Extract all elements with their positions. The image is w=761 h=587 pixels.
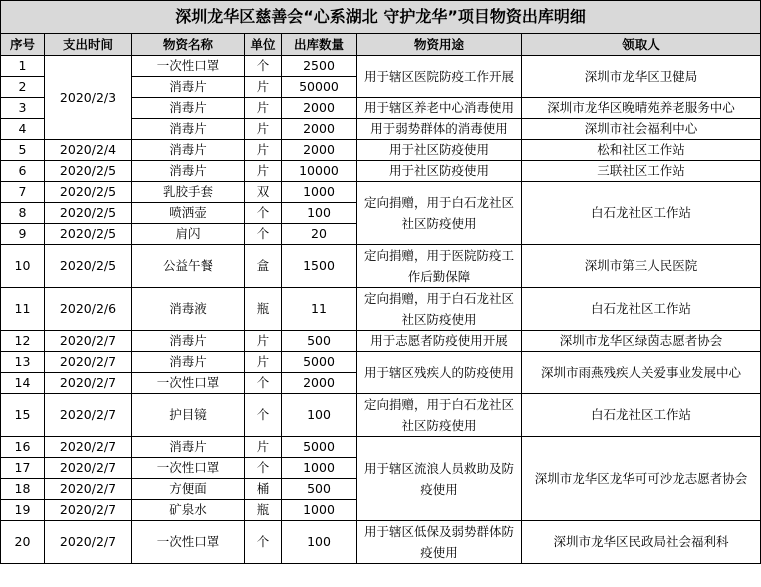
cell-qty: 100 bbox=[282, 203, 357, 224]
cell-qty: 1000 bbox=[282, 182, 357, 203]
cell-date: 2020/2/5 bbox=[45, 161, 132, 182]
cell-unit: 片 bbox=[245, 77, 282, 98]
cell-no: 4 bbox=[1, 119, 45, 140]
table-row bbox=[1, 394, 761, 437]
cell-no: 11 bbox=[1, 288, 45, 331]
table-row bbox=[1, 182, 761, 203]
cell-no: 3 bbox=[1, 98, 45, 119]
cell-date: 2020/2/3 bbox=[45, 56, 132, 140]
cell-item: 肩闪 bbox=[132, 224, 245, 245]
cell-qty: 100 bbox=[282, 521, 357, 564]
cell-date: 2020/2/7 bbox=[45, 479, 132, 500]
header-item: 物资名称 bbox=[132, 34, 245, 56]
cell-qty: 2500 bbox=[282, 56, 357, 77]
cell-unit: 片 bbox=[245, 437, 282, 458]
cell-item: 护目镜 bbox=[132, 394, 245, 437]
cell-unit: 片 bbox=[245, 161, 282, 182]
cell-date: 2020/2/7 bbox=[45, 394, 132, 437]
cell-qty: 500 bbox=[282, 479, 357, 500]
cell-item: 方便面 bbox=[132, 479, 245, 500]
table-row bbox=[1, 161, 761, 182]
cell-unit: 桶 bbox=[245, 479, 282, 500]
header-date: 支出时间 bbox=[45, 34, 132, 56]
cell-recipient: 深圳市龙华区民政局社会福利科 bbox=[522, 521, 761, 564]
cell-use: 用于志愿者防疫使用开展 bbox=[357, 331, 522, 352]
cell-use: 定向捐赠，用于医院防疫工作后勤保障 bbox=[357, 245, 522, 288]
cell-date: 2020/2/7 bbox=[45, 500, 132, 521]
table-row bbox=[1, 521, 761, 564]
header-unit: 单位 bbox=[245, 34, 282, 56]
cell-item: 一次性口罩 bbox=[132, 373, 245, 394]
cell-date: 2020/2/7 bbox=[45, 331, 132, 352]
cell-qty: 500 bbox=[282, 331, 357, 352]
cell-recipient: 深圳市龙华区卫健局 bbox=[522, 56, 761, 98]
cell-unit: 个 bbox=[245, 373, 282, 394]
cell-qty: 5000 bbox=[282, 352, 357, 373]
table-row bbox=[1, 288, 761, 331]
table-row bbox=[1, 437, 761, 458]
cell-use: 用于弱势群体的消毒使用 bbox=[357, 119, 522, 140]
cell-date: 2020/2/6 bbox=[45, 288, 132, 331]
cell-qty: 10000 bbox=[282, 161, 357, 182]
cell-no: 2 bbox=[1, 77, 45, 98]
table-row bbox=[1, 140, 761, 161]
cell-item: 喷洒壶 bbox=[132, 203, 245, 224]
cell-unit: 片 bbox=[245, 119, 282, 140]
cell-use: 用于社区防疫使用 bbox=[357, 161, 522, 182]
cell-recipient: 深圳市雨燕残疾人关爱事业发展中心 bbox=[522, 352, 761, 394]
cell-recipient: 白石龙社区工作站 bbox=[522, 288, 761, 331]
table-row bbox=[1, 56, 761, 77]
cell-qty: 20 bbox=[282, 224, 357, 245]
cell-no: 13 bbox=[1, 352, 45, 373]
cell-item: 消毒片 bbox=[132, 77, 245, 98]
cell-item: 消毒片 bbox=[132, 437, 245, 458]
cell-item: 消毒液 bbox=[132, 288, 245, 331]
cell-recipient: 松和社区工作站 bbox=[522, 140, 761, 161]
cell-no: 20 bbox=[1, 521, 45, 564]
cell-date: 2020/2/7 bbox=[45, 373, 132, 394]
cell-no: 12 bbox=[1, 331, 45, 352]
cell-item: 消毒片 bbox=[132, 161, 245, 182]
cell-use: 用于辖区残疾人的防疫使用 bbox=[357, 352, 522, 394]
cell-no: 5 bbox=[1, 140, 45, 161]
cell-item: 一次性口罩 bbox=[132, 521, 245, 564]
header-use: 物资用途 bbox=[357, 34, 522, 56]
cell-unit: 双 bbox=[245, 182, 282, 203]
cell-item: 一次性口罩 bbox=[132, 458, 245, 479]
cell-recipient: 白石龙社区工作站 bbox=[522, 394, 761, 437]
cell-unit: 盒 bbox=[245, 245, 282, 288]
cell-use: 用于辖区养老中心消毒使用 bbox=[357, 98, 522, 119]
cell-recipient: 深圳市龙华区龙华可可沙龙志愿者协会 bbox=[522, 437, 761, 521]
cell-no: 15 bbox=[1, 394, 45, 437]
cell-date: 2020/2/4 bbox=[45, 140, 132, 161]
cell-use: 定向捐赠，用于白石龙社区社区防疫使用 bbox=[357, 182, 522, 245]
cell-recipient: 白石龙社区工作站 bbox=[522, 182, 761, 245]
cell-item: 公益午餐 bbox=[132, 245, 245, 288]
cell-date: 2020/2/5 bbox=[45, 224, 132, 245]
cell-no: 6 bbox=[1, 161, 45, 182]
cell-date: 2020/2/7 bbox=[45, 458, 132, 479]
cell-qty: 2000 bbox=[282, 98, 357, 119]
cell-no: 1 bbox=[1, 56, 45, 77]
cell-recipient: 深圳市龙华区绿茵志愿者协会 bbox=[522, 331, 761, 352]
cell-recipient: 深圳市第三人民医院 bbox=[522, 245, 761, 288]
cell-no: 8 bbox=[1, 203, 45, 224]
cell-unit: 个 bbox=[245, 521, 282, 564]
cell-unit: 片 bbox=[245, 140, 282, 161]
cell-no: 7 bbox=[1, 182, 45, 203]
cell-no: 14 bbox=[1, 373, 45, 394]
cell-qty: 1000 bbox=[282, 458, 357, 479]
cell-unit: 个 bbox=[245, 394, 282, 437]
cell-item: 消毒片 bbox=[132, 98, 245, 119]
cell-unit: 瓶 bbox=[245, 500, 282, 521]
cell-qty: 1000 bbox=[282, 500, 357, 521]
cell-unit: 个 bbox=[245, 224, 282, 245]
cell-no: 16 bbox=[1, 437, 45, 458]
cell-qty: 100 bbox=[282, 394, 357, 437]
cell-item: 消毒片 bbox=[132, 352, 245, 373]
header-no: 序号 bbox=[1, 34, 45, 56]
cell-date: 2020/2/5 bbox=[45, 203, 132, 224]
table-title: 深圳龙华区慈善会“心系湖北 守护龙华”项目物资出库明细 bbox=[1, 1, 761, 34]
cell-date: 2020/2/7 bbox=[45, 521, 132, 564]
table-row bbox=[1, 352, 761, 373]
cell-qty: 5000 bbox=[282, 437, 357, 458]
cell-qty: 2000 bbox=[282, 119, 357, 140]
cell-no: 18 bbox=[1, 479, 45, 500]
cell-use: 用于辖区低保及弱势群体防疫使用 bbox=[357, 521, 522, 564]
cell-unit: 瓶 bbox=[245, 288, 282, 331]
cell-date: 2020/2/5 bbox=[45, 182, 132, 203]
cell-item: 消毒片 bbox=[132, 119, 245, 140]
cell-qty: 2000 bbox=[282, 140, 357, 161]
table-row bbox=[1, 245, 761, 288]
cell-no: 19 bbox=[1, 500, 45, 521]
cell-use: 定向捐赠，用于白石龙社区社区防疫使用 bbox=[357, 394, 522, 437]
cell-use: 用于社区防疫使用 bbox=[357, 140, 522, 161]
header-recipient: 领取人 bbox=[522, 34, 761, 56]
cell-recipient: 深圳市龙华区晚晴苑养老服务中心 bbox=[522, 98, 761, 119]
cell-date: 2020/2/7 bbox=[45, 437, 132, 458]
cell-use: 定向捐赠，用于白石龙社区社区防疫使用 bbox=[357, 288, 522, 331]
cell-unit: 片 bbox=[245, 331, 282, 352]
cell-no: 9 bbox=[1, 224, 45, 245]
cell-qty: 50000 bbox=[282, 77, 357, 98]
cell-no: 10 bbox=[1, 245, 45, 288]
cell-no: 17 bbox=[1, 458, 45, 479]
cell-unit: 片 bbox=[245, 98, 282, 119]
cell-item: 消毒片 bbox=[132, 140, 245, 161]
cell-date: 2020/2/7 bbox=[45, 352, 132, 373]
cell-item: 乳胶手套 bbox=[132, 182, 245, 203]
cell-unit: 个 bbox=[245, 458, 282, 479]
cell-use: 用于辖区流浪人员救助及防疫使用 bbox=[357, 437, 522, 521]
header-qty: 出库数量 bbox=[282, 34, 357, 56]
cell-date: 2020/2/5 bbox=[45, 245, 132, 288]
cell-recipient: 深圳市社会福利中心 bbox=[522, 119, 761, 140]
cell-item: 矿泉水 bbox=[132, 500, 245, 521]
cell-unit: 片 bbox=[245, 352, 282, 373]
cell-recipient: 三联社区工作站 bbox=[522, 161, 761, 182]
cell-item: 一次性口罩 bbox=[132, 56, 245, 77]
cell-use: 用于辖区医院防疫工作开展 bbox=[357, 56, 522, 98]
cell-item: 消毒片 bbox=[132, 331, 245, 352]
cell-unit: 个 bbox=[245, 56, 282, 77]
cell-qty: 2000 bbox=[282, 373, 357, 394]
cell-qty: 1500 bbox=[282, 245, 357, 288]
cell-unit: 个 bbox=[245, 203, 282, 224]
table-row bbox=[1, 331, 761, 352]
cell-qty: 11 bbox=[282, 288, 357, 331]
